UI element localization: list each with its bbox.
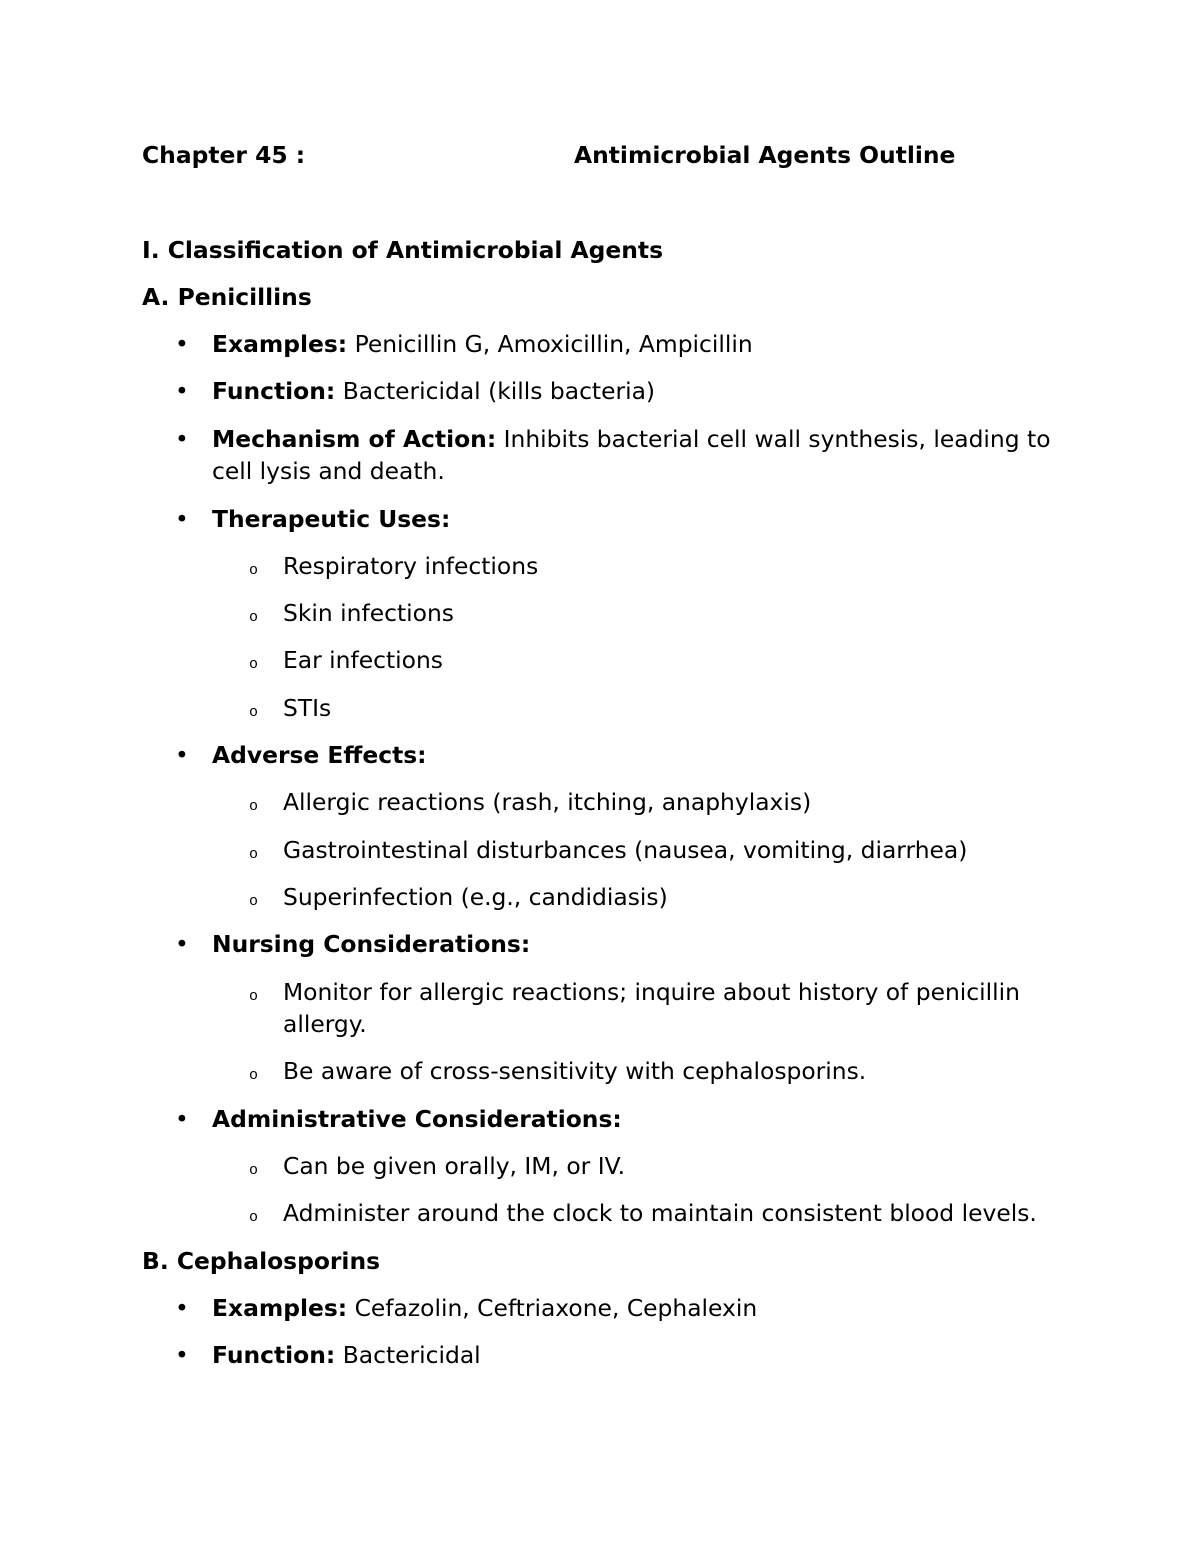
chapter-title: Antimicrobial Agents Outline — [574, 141, 956, 169]
bullet-item-examples — [142, 1292, 1080, 1325]
sub-item — [142, 834, 1080, 867]
sub-bullet-marker: o — [249, 656, 259, 674]
chapter-header — [142, 139, 1080, 172]
bullet-item-function — [142, 1339, 1080, 1372]
item-label: Administrative Considerations: — [212, 1104, 622, 1133]
bullet-marker: • — [175, 1104, 189, 1133]
sub-item — [142, 786, 1080, 819]
chapter-number: Chapter 45 : — [142, 141, 306, 169]
sub-bullet-marker: o — [249, 1067, 259, 1085]
sub-item — [142, 644, 1080, 677]
sub-item-text: Gastrointestinal disturbances (nausea, vomiting, diarrhea) — [283, 835, 968, 864]
sub-bullet-marker-wrap — [249, 881, 258, 919]
sub-bullet-marker-wrap — [249, 692, 258, 730]
sub-item-text: Be aware of cross-sensitivity with cephalosporins. — [283, 1057, 867, 1086]
sub-bullet-marker-wrap — [249, 550, 258, 588]
item-label: Function: — [212, 1341, 336, 1370]
bullet-marker: • — [175, 377, 189, 406]
sub-bullet-marker: o — [249, 845, 259, 863]
sub-item-text: Respiratory infections — [283, 551, 539, 580]
subsection-heading-penicillins: A. Penicillins — [142, 282, 312, 311]
sub-bullet-marker: o — [249, 703, 259, 721]
sub-item — [142, 1055, 1080, 1088]
item-label: Function: — [212, 377, 336, 406]
bullet-item-examples — [142, 328, 1080, 361]
sub-item — [142, 976, 1080, 1041]
item-text: Bactericidal — [342, 1341, 481, 1370]
bullet-marker: • — [175, 330, 189, 359]
sub-item — [142, 550, 1080, 583]
section-heading: I. Classification of Antimicrobial Agents — [142, 235, 663, 264]
bullet-item-adverse-effects — [142, 739, 1080, 772]
sub-item — [142, 881, 1080, 914]
bullet-marker: • — [175, 741, 189, 770]
bullet-marker: • — [175, 1293, 189, 1322]
item-label: Therapeutic Uses: — [212, 504, 451, 533]
bullet-item-administrative-considerations — [142, 1103, 1080, 1136]
sub-bullet-marker-wrap — [249, 834, 258, 872]
sub-item-text: Ear infections — [283, 646, 443, 675]
bullet-marker: • — [175, 424, 189, 453]
sub-item-text: Skin infections — [283, 599, 454, 628]
sub-item — [142, 1150, 1080, 1183]
bullet-item-mechanism — [142, 423, 1080, 488]
bullet-item-nursing-considerations — [142, 928, 1080, 961]
sub-item — [142, 597, 1080, 630]
sub-item-text: Allergic reactions (rash, itching, anaphylaxis) — [283, 788, 812, 817]
bullet-marker: • — [175, 930, 189, 959]
sub-bullet-marker-wrap — [249, 1197, 258, 1235]
item-text: Cefazolin, Ceftriaxone, Cephalexin — [354, 1293, 758, 1322]
sub-bullet-marker-wrap — [249, 1150, 258, 1188]
sub-bullet-marker-wrap — [249, 597, 258, 635]
sub-bullet-marker: o — [249, 798, 259, 816]
item-label: Examples: — [212, 1293, 348, 1322]
sub-bullet-marker-wrap — [249, 976, 258, 1014]
bullet-item-therapeutic-uses — [142, 503, 1080, 536]
bullet-marker: • — [175, 1341, 189, 1370]
sub-item-text: Monitor for allergic reactions; inquire about history of penicillin allergy. — [283, 977, 1020, 1039]
item-text: Inhibits bacterial cell wall synthesis, leading to cell lysis and death. — [212, 424, 1051, 486]
blank-line — [142, 186, 1080, 219]
sub-item — [142, 1197, 1080, 1230]
sub-item-text: Can be given orally, IM, or IV. — [283, 1151, 626, 1180]
document-body — [142, 139, 1080, 1386]
item-label: Nursing Considerations: — [212, 930, 531, 959]
sub-bullet-marker: o — [249, 609, 259, 627]
sub-item-text: STIs — [283, 693, 332, 722]
item-label: Adverse Effects: — [212, 741, 427, 770]
sub-bullet-marker: o — [249, 1209, 259, 1227]
item-text: Bactericidal (kills bacteria) — [342, 377, 656, 406]
item-label: Examples: — [212, 330, 348, 359]
bullet-marker: • — [175, 504, 189, 533]
sub-bullet-marker: o — [249, 987, 259, 1005]
sub-bullet-marker-wrap — [249, 1055, 258, 1093]
item-text: Penicillin G, Amoxicillin, Ampicillin — [354, 330, 753, 359]
sub-bullet-marker: o — [249, 892, 259, 910]
sub-bullet-marker: o — [249, 561, 259, 579]
sub-bullet-marker-wrap — [249, 786, 258, 824]
sub-item-text: Superinfection (e.g., candidiasis) — [283, 882, 668, 911]
sub-bullet-marker-wrap — [249, 644, 258, 682]
sub-item — [142, 692, 1080, 725]
item-label: Mechanism of Action: — [212, 424, 497, 453]
sub-item-text: Administer around the clock to maintain consistent blood levels. — [283, 1199, 1037, 1228]
subsection-heading-cephalosporins: B. Cephalosporins — [142, 1246, 381, 1275]
sub-bullet-marker: o — [249, 1161, 259, 1179]
bullet-item-function — [142, 375, 1080, 408]
